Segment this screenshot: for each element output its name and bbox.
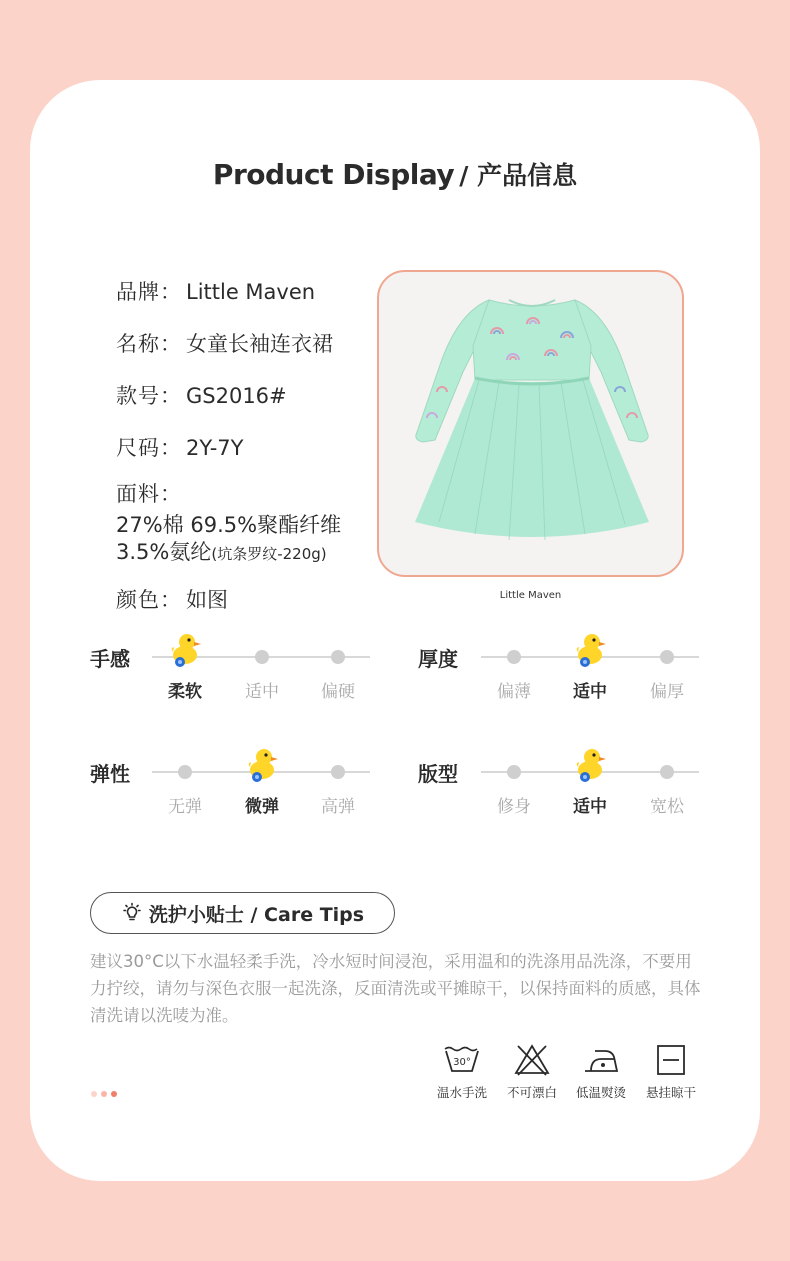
info-style-number: 款号： GS2016#: [116, 384, 287, 408]
page-indicator: [91, 1091, 117, 1097]
title-chinese: / 产品信息: [459, 161, 578, 190]
hang-dry-icon: [651, 1043, 691, 1077]
slider-dot: [507, 765, 521, 779]
duck-marker-icon: [245, 747, 279, 783]
care-tips-title: 洗护小贴士 / Care Tips: [148, 903, 365, 926]
fabric-composition-2: 3.5%氨纶(坑条罗纹-220g): [116, 540, 327, 564]
slider-option: 偏厚: [650, 682, 684, 702]
dress-illustration: [379, 272, 684, 577]
no-bleach-icon: [512, 1043, 552, 1077]
slider-option: 宽松: [650, 797, 684, 817]
care-item-low-iron: 低温熨烫: [566, 1043, 636, 1101]
slider-option: 偏薄: [497, 682, 531, 702]
slider-option: 适中: [573, 682, 607, 702]
slider-dot: [178, 765, 192, 779]
slider-option: 修身: [497, 797, 531, 817]
slider-label: 厚度: [418, 647, 458, 671]
slider-label: 弹性: [90, 762, 130, 786]
care-item-hang-dry: 悬挂晾干: [636, 1043, 706, 1101]
slider-dot: [507, 650, 521, 664]
care-item-hand-wash: 30° 温水手洗: [427, 1043, 497, 1101]
info-name: 名称： 女童长袖连衣裙: [116, 332, 333, 356]
page-dot: [101, 1091, 107, 1097]
slider-dot: [331, 765, 345, 779]
info-color: 颜色： 如图: [116, 588, 228, 612]
care-tips-pill: [90, 892, 395, 934]
page-dot: [91, 1091, 97, 1097]
slider-option: 适中: [245, 682, 279, 702]
duck-marker-icon: [573, 747, 607, 783]
info-fabric-label: 面料：: [116, 482, 182, 506]
slider-option: 高弹: [321, 797, 355, 817]
photo-caption: Little Maven: [499, 590, 562, 601]
svg-text:30°: 30°: [453, 1057, 471, 1068]
slider-option: 柔软: [168, 682, 202, 702]
product-photo: [377, 270, 684, 577]
slider-label: 手感: [90, 647, 130, 671]
slider-dot: [660, 650, 674, 664]
page-dot: [111, 1091, 117, 1097]
care-instructions-text: 建议30°C以下水温轻柔手洗，冷水短时间浸泡，采用温和的洗涤用品洗涤，不要用力拧绞，请勿与深色衣服一起洗涤，反面清洗或平摊晾干，以保持面料的质感，具体清洗请以洗唛为准。: [90, 952, 701, 1025]
duck-marker-icon: [573, 632, 607, 668]
slider-dot: [660, 765, 674, 779]
slider-dot: [331, 650, 345, 664]
info-size: 尺码： 2Y-7Y: [116, 436, 244, 460]
slider-dot: [255, 650, 269, 664]
title-english: Product Display: [212, 158, 455, 191]
lightbulb-icon: [121, 902, 143, 924]
care-item-no-bleach: 不可漂白: [497, 1043, 567, 1101]
page-title: [0, 156, 790, 192]
duck-marker-icon: [168, 632, 202, 668]
low-iron-icon: [581, 1043, 621, 1077]
slider-option: 无弹: [168, 797, 202, 817]
slider-option: 微弹: [245, 797, 279, 817]
hand-wash-30-icon: [442, 1043, 482, 1077]
info-brand: 品牌： Little Maven: [116, 280, 316, 304]
fabric-note: (坑条罗纹-220g): [211, 545, 327, 563]
slider-option: 适中: [573, 797, 607, 817]
slider-option: 偏硬: [321, 682, 355, 702]
fabric-composition-1: 27%棉 69.5%聚酯纤维: [116, 513, 342, 537]
slider-label: 版型: [418, 762, 458, 786]
